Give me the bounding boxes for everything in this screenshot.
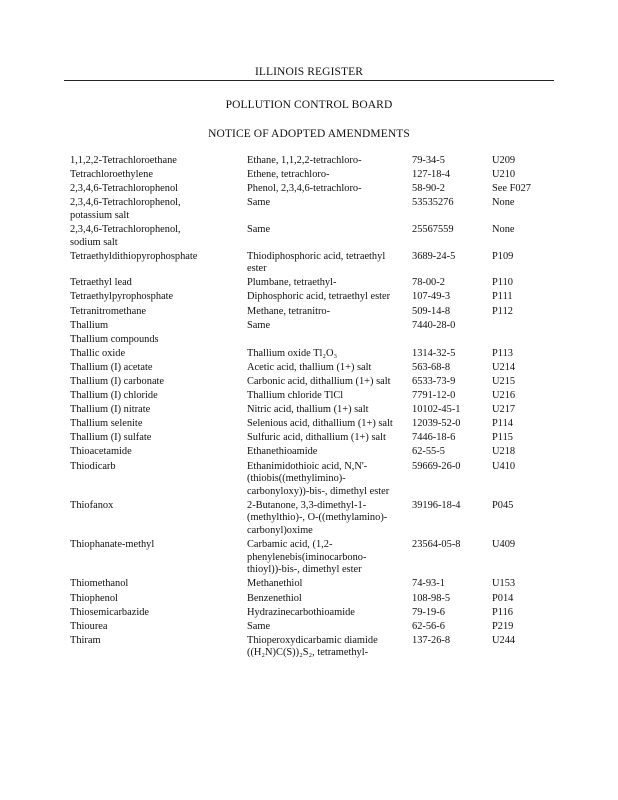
chemical-name-line: Thiosemicarbazide [70,606,150,618]
synonym-line: Hydrazinecarbothioamide [247,606,355,618]
chemical-name-line: Thallium (I) nitrate [70,404,151,416]
chemical-name-line: Thallium compounds [70,333,159,345]
synonym-line: (methylthio)-, O-((methylamino)- [247,512,388,524]
chemical-name-line: Thallium [70,319,109,331]
chemical-name-line: Thallic oxide [70,347,126,359]
chemical-name-line: Thiomethanol [70,578,129,590]
table-row [70,362,562,376]
waste-code: P109 [492,250,514,262]
synonym [247,155,412,169]
chemical-name [70,390,247,404]
waste-code: P114 [492,418,513,430]
cas-number: 39196-18-4 [412,499,461,511]
chemical-name [70,348,247,362]
synonym [247,635,412,662]
synonym-line: Carbamic acid, (1,2- [247,539,333,551]
synonym-line: Selenious acid, dithallium (1+) salt [247,418,393,430]
table-row [70,291,562,305]
table-row [70,320,562,334]
waste-code: P110 [492,277,513,289]
table-row [70,376,562,390]
synonym-line: Ethane, 1,1,2,2-tetrachloro- [247,155,362,166]
waste-code: U210 [492,169,516,181]
register-title: ILLINOIS REGISTER [254,66,364,78]
table-row [70,334,562,348]
synonym-line: (thiobis((methylimino)- [247,473,346,485]
table-row [70,224,562,251]
chemical-name-line: Thiofanox [70,499,114,511]
cas-number: 79-34-5 [412,155,445,166]
synonym [247,224,412,251]
waste-code [492,334,562,348]
table-row [70,500,562,539]
synonym [247,197,412,224]
cas-number: 59669-26-0 [412,460,461,472]
waste-code: U153 [492,578,516,590]
table-row [70,183,562,197]
table-row [70,578,562,592]
synonym-line: ((H₂N)C(S))₂S₂, tetramethyl- [247,647,369,659]
chemical-name-line: Thiophanate-methyl [70,539,155,551]
chemical-name-line: Thiram [70,634,101,646]
waste-code: U216 [492,390,516,402]
chemical-name-line: Thiourea [70,620,108,632]
synonym [247,169,412,183]
synonym [247,500,412,539]
table-row [70,539,562,578]
waste-code: U244 [492,634,516,646]
waste-code: P112 [492,305,513,317]
chemical-name-line: Tetraethyl lead [70,277,132,289]
synonym-line: 2-Butanone, 3,3-dimethyl-1- [247,499,367,511]
chemical-name-line: Thallium (I) acetate [70,361,153,373]
cas-number: 12039-52-0 [412,418,461,430]
waste-code: U409 [492,539,516,551]
waste-code: U218 [492,446,516,458]
synonym-line: Thioperoxydicarbamic diamide [247,634,378,646]
table-row [70,404,562,418]
header-rule [64,80,554,81]
synonym [247,376,412,390]
cas-number: 563-68-8 [412,361,451,373]
cas-number [412,334,492,348]
waste-code: P111 [492,291,513,303]
chemical-name [70,621,247,635]
chemical-name-line: 2,3,4,6-Tetrachlorophenol, [70,197,181,209]
synonym [247,320,412,334]
hazardous-waste-table [70,155,562,661]
waste-code: P045 [492,499,514,511]
cas-number: 108-98-5 [412,592,451,604]
chemical-name-line: potassium salt [70,209,130,221]
synonym-line: carbonyloxy))-bis-, dimethyl ester [247,485,390,497]
synonym [247,348,412,362]
synonym [247,607,412,621]
waste-code: None [492,223,515,235]
chemical-name-line: sodium salt [70,236,118,248]
table-row [70,348,562,362]
chemical-name [70,155,247,169]
synonym-line: carbonyl)oxime [247,525,313,537]
waste-code: U209 [492,155,516,166]
cas-number: 6533-73-9 [412,376,456,387]
chemical-name [70,320,247,334]
chemical-name [70,432,247,446]
chemical-name [70,593,247,607]
synonym-line: Thallium chloride TlCl [247,390,344,402]
board-title: POLLUTION CONTROL BOARD [225,99,393,111]
waste-code: P116 [492,606,513,618]
table-row [70,461,562,500]
cas-number: 1314-32-5 [412,347,456,359]
synonym [247,578,412,592]
chemical-name [70,306,247,320]
synonym [247,461,412,500]
chemical-name [70,169,247,183]
table-row [70,251,562,278]
chemical-name-line: 1,1,2,2-Tetrachloroethane [70,155,177,166]
chemical-name-line: Thioacetamide [70,446,132,458]
notice-title: NOTICE OF ADOPTED AMENDMENTS [208,128,410,140]
table-row [70,197,562,224]
chemical-name [70,277,247,291]
table-row [70,621,562,635]
table-row [70,390,562,404]
synonym [247,446,412,460]
chemical-name [70,578,247,592]
chemical-name [70,635,247,662]
synonym [247,183,412,197]
chemical-name-line: Thallium (I) carbonate [70,376,165,387]
synonym-line: Methane, tetranitro- [247,305,331,317]
synonym-line: Ethanethioamide [247,446,318,458]
cas-number: 78-00-2 [412,277,445,289]
synonym [247,306,412,320]
table-row [70,277,562,291]
synonym [247,539,412,578]
chemical-name-line: Thallium (I) chloride [70,390,158,402]
chemical-name [70,251,247,278]
synonym-line: Methanethiol [247,578,303,590]
chemical-name [70,500,247,539]
chemical-name [70,183,247,197]
chemical-name-line: Thiodicarb [70,460,116,472]
table-row [70,418,562,432]
chemical-name [70,224,247,251]
waste-code: U214 [492,361,516,373]
synonym-line: Same [247,197,271,209]
table-row [70,432,562,446]
waste-code: See F027 [492,183,531,195]
synonym [247,390,412,404]
synonym-line: phenylenebis(iminocarbono- [247,551,367,563]
table-row [70,306,562,320]
chemical-name-line: Tetraethylpyrophosphate [70,291,174,303]
table-row [70,155,562,169]
synonym [247,593,412,607]
synonym [247,251,412,278]
chemical-name-line: Tetrachloroethylene [70,169,153,181]
waste-code [492,320,562,334]
synonym-line: Phenol, 2,3,4,6-tetrachloro- [247,183,362,195]
chemical-name-line: Tetraethyldithiopyrophosphate [70,250,198,262]
synonym-line: Carbonic acid, dithallium (1+) salt [247,376,391,387]
cas-number: 79-19-6 [412,606,445,618]
synonym-line: Acetic acid, thallium (1+) salt [247,361,372,373]
cas-number: 509-14-8 [412,305,451,317]
waste-code: None [492,197,515,209]
synonym [247,621,412,635]
synonym [247,277,412,291]
chemical-name [70,404,247,418]
synonym-line: Ethanimidothioic acid, N,N'- [247,460,368,472]
cas-number: 7446-18-6 [412,432,456,444]
synonym [247,418,412,432]
synonym-line: Benzenethiol [247,592,302,604]
cas-number: 62-55-5 [412,446,445,458]
table-row [70,169,562,183]
cas-number: 58-90-2 [412,183,445,195]
synonym-line: thioyl))-bis-, dimethyl ester [247,564,362,576]
cas-number: 3689-24-5 [412,250,456,262]
chemical-name [70,291,247,305]
chemical-name [70,197,247,224]
synonym-line: Same [247,620,271,632]
chemical-name-line: Thiophenol [70,592,118,604]
synonym-line: Thallium oxide Tl₂O₃ [247,347,338,359]
synonym-line: Nitric acid, thallium (1+) salt [247,404,369,416]
cas-number: 25567559 [412,223,454,235]
waste-code: P115 [492,432,513,444]
synonym [247,291,412,305]
chemical-name [70,607,247,621]
cas-number: 7440-28-0 [412,319,456,331]
synonym-line: Diphosphoric acid, tetraethyl ester [247,291,391,303]
waste-code: U410 [492,460,516,472]
synonym-line: ester [247,263,267,275]
synonym [247,404,412,418]
synonym [247,362,412,376]
chemical-name [70,362,247,376]
table-row [70,635,562,662]
synonym-line: Sulfuric acid, dithallium (1+) salt [247,432,386,444]
chemical-name-line: 2,3,4,6-Tetrachlorophenol, [70,223,181,235]
cas-number: 107-49-3 [412,291,451,303]
waste-code: U217 [492,404,516,416]
waste-code: U215 [492,376,516,387]
synonym [247,432,412,446]
synonym-line: Ethene, tetrachloro- [247,169,330,181]
chemical-name [70,376,247,390]
chemical-name [70,418,247,432]
cas-number: 7791-12-0 [412,390,456,402]
chemical-name-line: Thallium (I) sulfate [70,432,152,444]
cas-number: 137-26-8 [412,634,451,646]
cas-number: 62-56-6 [412,620,445,632]
synonym [247,334,412,348]
table-row [70,446,562,460]
waste-code: P219 [492,620,514,632]
chemical-name [70,334,247,348]
cas-number: 127-18-4 [412,169,451,181]
table-row [70,593,562,607]
chemical-name [70,461,247,500]
cas-number: 74-93-1 [412,578,445,590]
synonym-line: Plumbane, tetraethyl- [247,277,337,289]
chemical-name [70,539,247,578]
chemical-name [70,446,247,460]
waste-code: P113 [492,347,513,359]
cas-number: 53535276 [412,197,454,209]
table-row [70,607,562,621]
synonym-line: Thiodiphosphoric acid, tetraethyl [247,250,386,262]
chemical-name-line: Tetranitromethane [70,305,147,317]
cas-number: 10102-45-1 [412,404,461,416]
synonym-line: Same [247,319,271,331]
chemical-name-line: Thallium selenite [70,418,143,430]
cas-number: 23564-05-8 [412,539,461,551]
chemical-name-line: 2,3,4,6-Tetrachlorophenol [70,183,179,195]
synonym-line: Same [247,223,271,235]
waste-code: P014 [492,592,514,604]
